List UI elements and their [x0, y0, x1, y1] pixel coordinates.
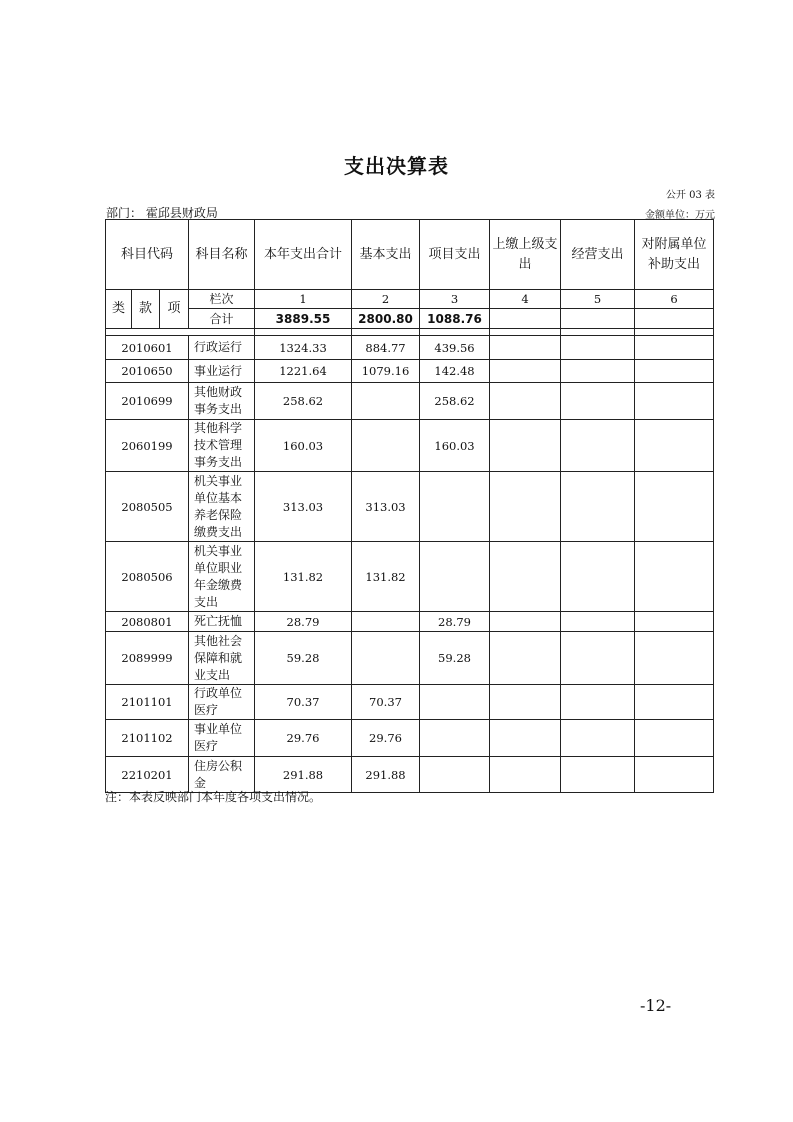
form-number: 公开 03 表: [665, 190, 715, 201]
table-row: [106, 612, 714, 632]
row-basic: [352, 632, 420, 685]
header-business: 经营支出: [561, 220, 635, 290]
column-number-row: [106, 290, 714, 309]
header-project: 项目支出: [420, 220, 490, 290]
row-basic: 884.77: [352, 336, 420, 360]
row-total: 131.82: [255, 542, 352, 612]
row-code: 2101102: [106, 720, 189, 757]
row-code: 2080506: [106, 542, 189, 612]
total-amount: 3889.55: [255, 309, 352, 329]
row-name: 其他社会保障和就业支出: [189, 632, 255, 685]
table-row: [106, 336, 714, 360]
row-code: 2089999: [106, 632, 189, 685]
row-basic: 291.88: [352, 757, 420, 793]
row-total: 291.88: [255, 757, 352, 793]
header-code: 科目代码: [106, 220, 189, 290]
row-basic: 29.76: [352, 720, 420, 757]
row-basic: 70.37: [352, 685, 420, 720]
row-code: 2080505: [106, 472, 189, 542]
row-total: 59.28: [255, 632, 352, 685]
row-project: 28.79: [420, 612, 490, 632]
row-name: 其他财政事务支出: [189, 383, 255, 420]
table-row: [106, 542, 714, 612]
row-total: 258.62: [255, 383, 352, 420]
col-number: 5: [561, 290, 635, 309]
row-total: 1324.33: [255, 336, 352, 360]
total-row: [106, 309, 714, 329]
row-name: 机关事业单位基本养老保险缴费支出: [189, 472, 255, 542]
page-number: -12-: [640, 996, 672, 1015]
row-project: [420, 720, 490, 757]
row-basic: 131.82: [352, 542, 420, 612]
spacer-row: [106, 329, 714, 336]
table-row: [106, 632, 714, 685]
header-total: 本年支出合计: [255, 220, 352, 290]
table-row: [106, 720, 714, 757]
row-code: 2210201: [106, 757, 189, 793]
row-project: [420, 472, 490, 542]
row-total: 313.03: [255, 472, 352, 542]
row-code: 2010650: [106, 360, 189, 383]
col-number: 3: [420, 290, 490, 309]
amount-unit-label: 金额单位：万元: [645, 210, 715, 221]
table-row: [106, 420, 714, 472]
expenditure-table: [105, 219, 714, 793]
row-basic: [352, 612, 420, 632]
header-basic: 基本支出: [352, 220, 420, 290]
header-row: [106, 220, 714, 290]
row-basic: [352, 420, 420, 472]
table-row: [106, 383, 714, 420]
table-row: [106, 472, 714, 542]
row-name: 事业运行: [189, 360, 255, 383]
header-lanci: 栏次: [189, 290, 255, 309]
header-xiang: 项: [160, 290, 189, 329]
table-note: 注：本表反映部门本年度各项支出情况。: [105, 790, 322, 804]
header-lei: 类: [106, 290, 132, 329]
row-code: 2010601: [106, 336, 189, 360]
row-project: 258.62: [420, 383, 490, 420]
row-code: 2060199: [106, 420, 189, 472]
row-name: 死亡抚恤: [189, 612, 255, 632]
row-basic: [352, 383, 420, 420]
row-project: 142.48: [420, 360, 490, 383]
col-number: 6: [635, 290, 714, 309]
row-name: 事业单位医疗: [189, 720, 255, 757]
total-basic: 2800.80: [352, 309, 420, 329]
row-total: 1221.64: [255, 360, 352, 383]
row-project: [420, 542, 490, 612]
row-code: 2101101: [106, 685, 189, 720]
col-number: 2: [352, 290, 420, 309]
col-number: 4: [490, 290, 561, 309]
header-heji: 合计: [189, 309, 255, 329]
row-name: 住房公积金: [189, 757, 255, 793]
row-total: 70.37: [255, 685, 352, 720]
row-total: 28.79: [255, 612, 352, 632]
header-name: 科目名称: [189, 220, 255, 290]
page-title: 支出决算表: [344, 154, 449, 178]
row-project: [420, 757, 490, 793]
row-code: 2080801: [106, 612, 189, 632]
total-project: 1088.76: [420, 309, 490, 329]
row-name: 其他科学技术管理事务支出: [189, 420, 255, 472]
row-project: [420, 685, 490, 720]
row-basic: 1079.16: [352, 360, 420, 383]
row-project: 439.56: [420, 336, 490, 360]
row-project: 59.28: [420, 632, 490, 685]
col-number: 1: [255, 290, 352, 309]
header-kuan: 款: [132, 290, 160, 329]
row-total: 160.03: [255, 420, 352, 472]
row-code: 2010699: [106, 383, 189, 420]
header-upper: 上缴上级支出: [490, 220, 561, 290]
row-name: 行政单位医疗: [189, 685, 255, 720]
table-row: [106, 360, 714, 383]
department-label: 部门： 霍邱县财政局: [106, 206, 218, 220]
header-subsidy: 对附属单位补助支出: [635, 220, 714, 290]
row-name: 机关事业单位职业年金缴费支出: [189, 542, 255, 612]
row-total: 29.76: [255, 720, 352, 757]
row-name: 行政运行: [189, 336, 255, 360]
row-project: 160.03: [420, 420, 490, 472]
table-row: [106, 685, 714, 720]
row-basic: 313.03: [352, 472, 420, 542]
